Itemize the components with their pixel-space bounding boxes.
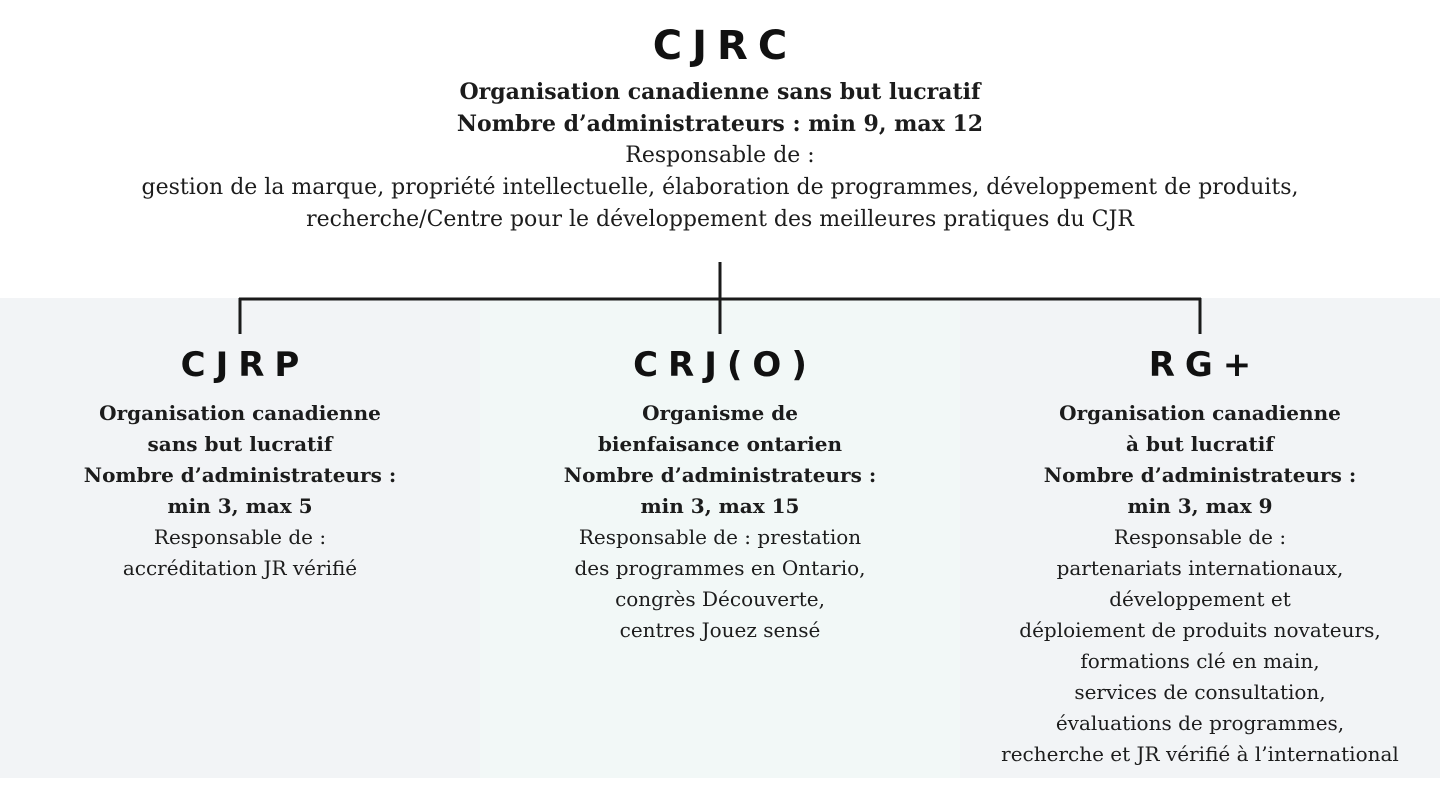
crjo-line: Nombre d’administrateurs : (563, 463, 877, 487)
crjo-line: min 3, max 15 (640, 494, 800, 518)
cjrp-acronym: CJRP (180, 345, 310, 385)
rgplus-line: services de consultation, (1074, 680, 1326, 704)
rgplus-acronym: RG+ (1148, 345, 1262, 385)
parent-directors: Nombre d’administrateurs : min 9, max 12 (456, 111, 984, 137)
org-cjrp (0, 345, 480, 584)
rgplus-line: évaluations de programmes, (1055, 711, 1345, 735)
crjo-line: des programmes en Ontario, (574, 556, 866, 580)
rgplus-details (960, 398, 1440, 770)
org-rgplus (960, 345, 1440, 770)
cjrp-line: accréditation JR vérifié (122, 556, 358, 580)
parent-details (0, 76, 1440, 236)
rgplus-line: développement et (1109, 587, 1291, 611)
rgplus-line: min 3, max 9 (1127, 494, 1273, 518)
crjo-line: Responsable de : prestation (578, 525, 862, 549)
cjrp-details (0, 398, 480, 584)
rgplus-line: formations clé en main, (1080, 649, 1320, 673)
rgplus-line: déploiement de produits novateurs, (1019, 618, 1381, 642)
rgplus-line: Responsable de : (1113, 525, 1287, 549)
crjo-details (480, 398, 960, 646)
parent-responsible-label: Responsable de : (625, 143, 815, 168)
rgplus-line: Organisation canadienne (1059, 401, 1341, 425)
parent-responsibilities-2: recherche/Centre pour le développement des meilleures pratiques du CJR (306, 207, 1134, 232)
org-crjo (480, 345, 960, 646)
crjo-acronym: CRJ(O) (633, 345, 817, 385)
rgplus-line: Nombre d’administrateurs : (1043, 463, 1357, 487)
parent-acronym: CJRC (652, 23, 798, 69)
rgplus-line: partenariats internationaux, (1056, 556, 1344, 580)
crjo-line: bienfaisance ontarien (597, 432, 843, 456)
crjo-line: centres Jouez sensé (619, 618, 821, 642)
parent-type: Organisation canadienne sans but lucratif (459, 79, 981, 105)
rgplus-line: à but lucratif (1126, 432, 1274, 456)
cjrp-line: min 3, max 5 (167, 494, 313, 518)
crjo-line: congrès Découverte, (615, 587, 825, 611)
cjrp-line: sans but lucratif (147, 432, 333, 456)
crjo-line: Organisme de (642, 401, 798, 425)
rgplus-line: recherche et JR vérifié à l’international (1001, 742, 1399, 766)
parent-responsibilities-1: gestion de la marque, propriété intellectuelle, élaboration de programmes, développement de produits, (141, 175, 1299, 200)
cjrp-line: Organisation canadienne (99, 401, 381, 425)
cjrp-line: Nombre d’administrateurs : (83, 463, 397, 487)
cjrp-line: Responsable de : (153, 525, 327, 549)
